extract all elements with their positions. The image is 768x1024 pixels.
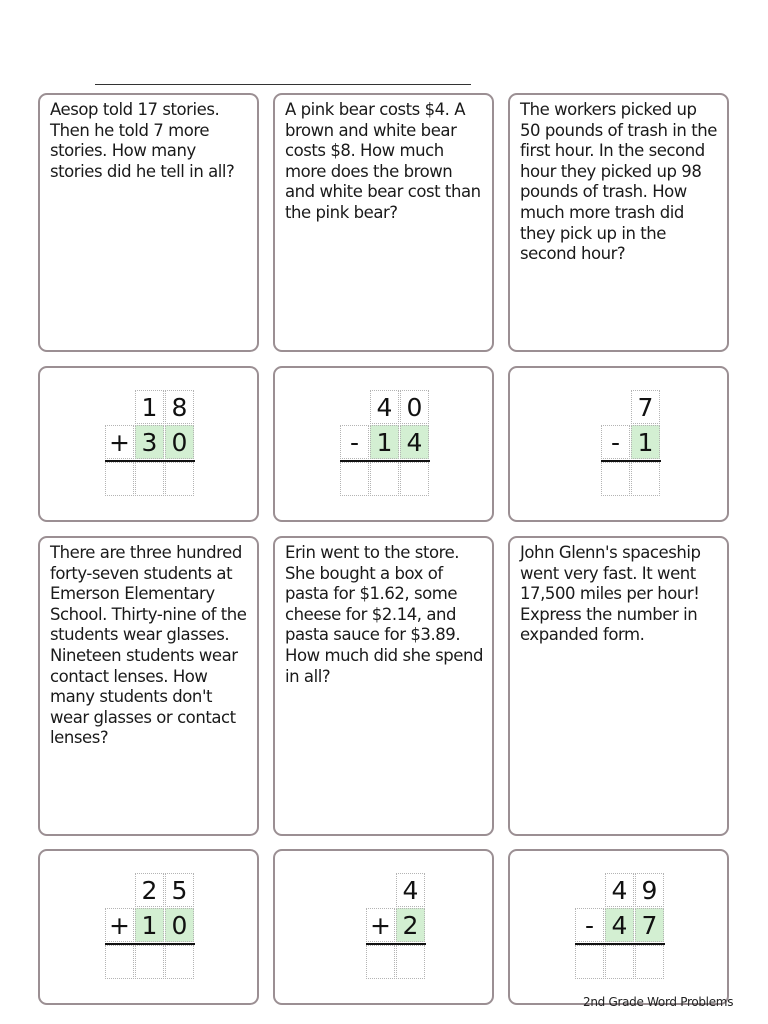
answer-cell bbox=[635, 945, 664, 979]
digit-cell: 1 bbox=[135, 390, 164, 424]
digit-cell: 1 bbox=[370, 425, 399, 459]
word-problem-text: John Glenn's spaceship went very fast. It went 17,500 miles per hour! Express the number in expanded form. bbox=[520, 543, 701, 645]
answer-cell bbox=[400, 462, 429, 496]
digit-cell: 0 bbox=[400, 390, 429, 424]
digit-cell: 9 bbox=[635, 873, 664, 907]
word-problem-card bbox=[508, 93, 729, 352]
math-card bbox=[38, 366, 259, 522]
answer-cell bbox=[575, 945, 604, 979]
answer-cell bbox=[340, 462, 369, 496]
math-card bbox=[38, 849, 259, 1005]
name-line bbox=[95, 84, 471, 85]
digit-cell: 4 bbox=[396, 873, 425, 907]
word-problem-card bbox=[273, 93, 494, 352]
math-card bbox=[273, 849, 494, 1005]
word-problem-card bbox=[508, 536, 729, 836]
digit-cell: 7 bbox=[635, 908, 664, 942]
digit-cell: 4 bbox=[605, 873, 634, 907]
digit-cell: 4 bbox=[400, 425, 429, 459]
digit-cell: 4 bbox=[605, 908, 634, 942]
math-card bbox=[508, 366, 729, 522]
answer-cell bbox=[396, 945, 425, 979]
math-problem bbox=[575, 873, 665, 983]
word-problem-card bbox=[273, 536, 494, 836]
word-problem-text: Aesop told 17 stories. Then he told 7 more stories. How many stories did he tell in all? bbox=[50, 100, 235, 181]
operator-cell: + bbox=[105, 425, 134, 459]
operator-cell: + bbox=[366, 908, 395, 942]
word-problem-text: Erin went to the store. She bought a box of pasta for $1.62, some cheese for $2.14, and pasta sauce for $3.89. How much did she spend in all? bbox=[285, 543, 484, 686]
answer-cell bbox=[165, 462, 194, 496]
answer-cell bbox=[366, 945, 395, 979]
math-problem bbox=[601, 390, 691, 500]
answer-cell bbox=[601, 462, 630, 496]
digit-cell: 5 bbox=[165, 873, 194, 907]
word-problem-card bbox=[38, 93, 259, 352]
digit-cell: 7 bbox=[631, 390, 660, 424]
answer-cell bbox=[370, 462, 399, 496]
operator-cell: - bbox=[575, 908, 604, 942]
math-problem bbox=[105, 873, 195, 983]
digit-cell: 2 bbox=[396, 908, 425, 942]
digit-cell: 0 bbox=[165, 908, 194, 942]
digit-cell: 8 bbox=[165, 390, 194, 424]
digit-cell: 3 bbox=[135, 425, 164, 459]
digit-cell: 1 bbox=[135, 908, 164, 942]
answer-cell bbox=[135, 945, 164, 979]
word-problem-card bbox=[38, 536, 259, 836]
digit-cell: 1 bbox=[631, 425, 660, 459]
digit-cell: 2 bbox=[135, 873, 164, 907]
math-card bbox=[273, 366, 494, 522]
math-problem bbox=[105, 390, 195, 500]
operator-cell: - bbox=[340, 425, 369, 459]
answer-cell bbox=[105, 462, 134, 496]
operator-cell: - bbox=[601, 425, 630, 459]
answer-cell bbox=[105, 945, 134, 979]
digit-cell: 0 bbox=[165, 425, 194, 459]
word-problem-text: There are three hundred forty-seven students at Emerson Elementary School. Thirty-nine of the students wear glasses. Nineteen students wear contact lenses. How many students don't wear glasses or contact lenses? bbox=[50, 543, 247, 748]
answer-cell bbox=[135, 462, 164, 496]
answer-cell bbox=[165, 945, 194, 979]
word-problem-text: The workers picked up 50 pounds of trash in the first hour. In the second hour they picked up 98 pounds of trash. How much more trash did they pick up in the second hour? bbox=[520, 100, 717, 264]
math-problem bbox=[366, 873, 456, 983]
math-problem bbox=[340, 390, 430, 500]
operator-cell: + bbox=[105, 908, 134, 942]
digit-cell: 4 bbox=[370, 390, 399, 424]
answer-cell bbox=[631, 462, 660, 496]
word-problem-text: A pink bear costs $4. A brown and white bear costs $8. How much more does the brown and white bear cost than the pink bear? bbox=[285, 100, 481, 222]
math-card bbox=[508, 849, 729, 1005]
answer-cell bbox=[605, 945, 634, 979]
footer-title: 2nd Grade Word Problems bbox=[583, 995, 734, 1009]
